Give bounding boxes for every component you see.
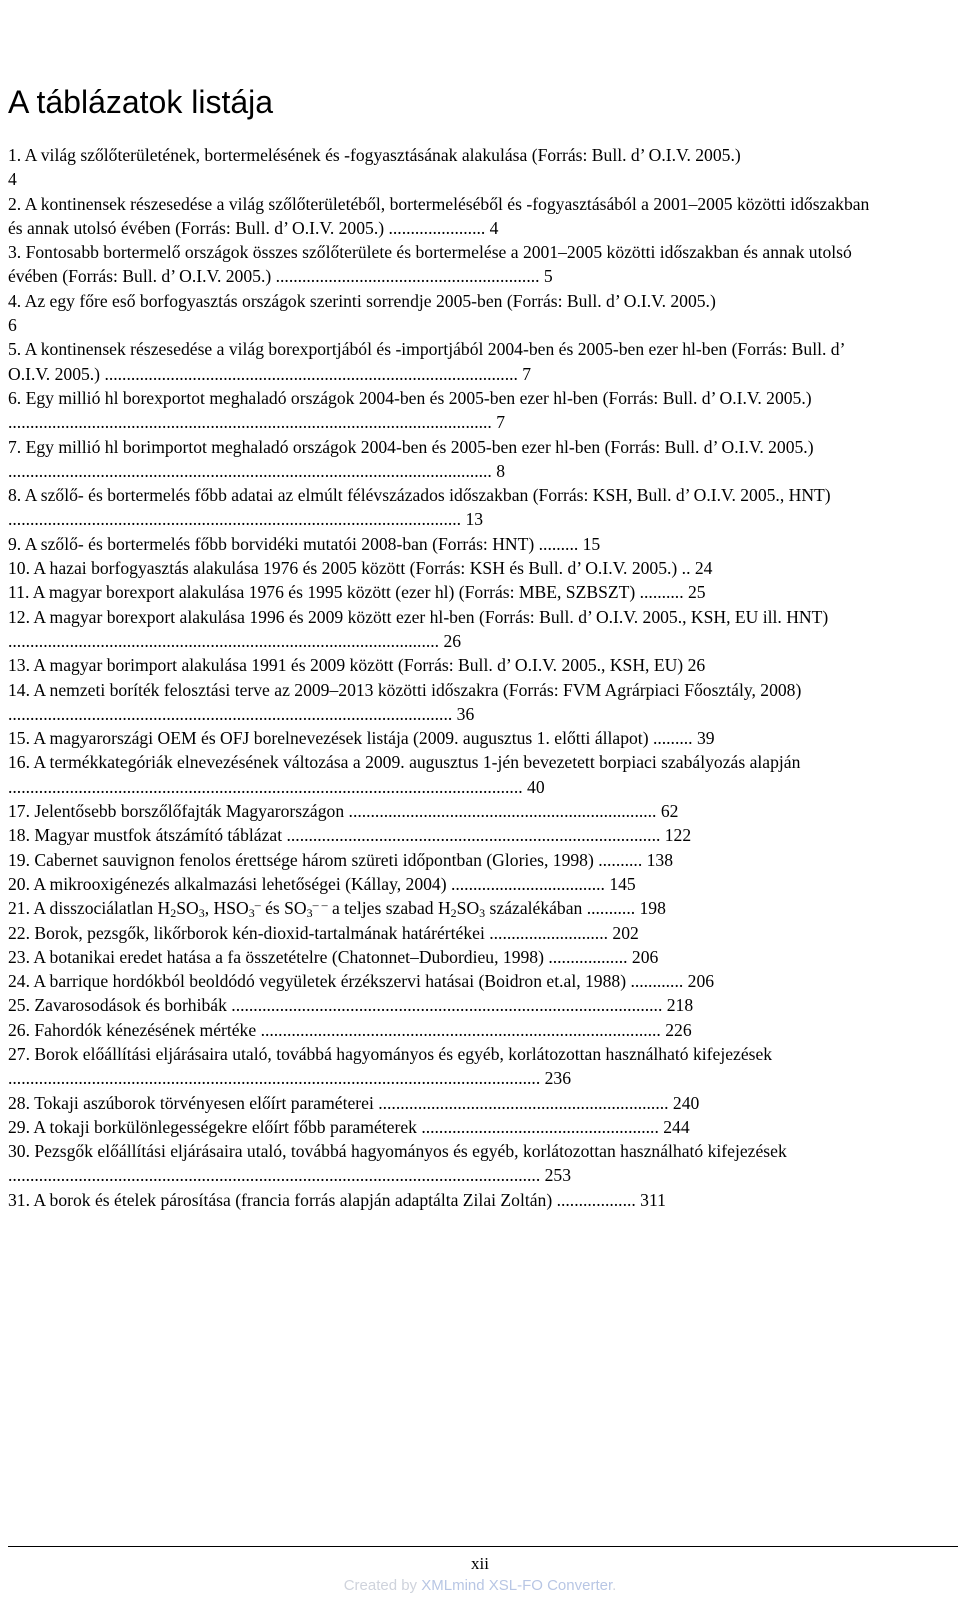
toc-entry-title: 20. A mikrooxigénezés alkalmazási lehetőségei (Kállay, 2004) xyxy=(8,873,447,894)
toc-entry-leader: ............ xyxy=(626,971,684,992)
toc-entry-page: 206 xyxy=(683,971,715,992)
toc-entry-2[interactable] xyxy=(8,192,878,241)
toc-entry-leader: ........... xyxy=(582,898,636,919)
toc-entry-title: 28. Tokaji aszúborok törvényesen előírt paraméterei xyxy=(8,1092,374,1113)
toc-entry-title: 7. Egy millió hl borimportot meghaladó országok 2004-ben és 2005-ben ezer hl-ben (Forrás: Bull. d’ O.I.V. 2005.) xyxy=(8,436,814,457)
subscript: 2 xyxy=(170,906,177,921)
toc-entry-24[interactable] xyxy=(8,969,878,993)
toc-entry-title: 11. A magyar borexport alakulása 1976 és 1995 között (ezer hl) (Forrás: MBE, SZBSZT) xyxy=(8,582,636,603)
toc-entry-30[interactable] xyxy=(8,1139,878,1188)
toc-entry-title: 14. A nemzeti boríték felosztási terve az 2009–2013 közötti időszakra (Forrás: FVM Agrárpiaci Főosztály, 2008) xyxy=(8,679,802,700)
toc-entry-page: 122 xyxy=(660,825,692,846)
superscript: – xyxy=(254,897,261,912)
toc-entry-leader: ...................................................... xyxy=(416,1116,659,1137)
toc-entry-13[interactable] xyxy=(8,653,878,677)
toc-entry-title: 27. Borok előállítási eljárásaira utaló, továbbá hagyományos és egyéb, korlátozottan használható kifejezések xyxy=(8,1043,773,1064)
toc-entry-31[interactable] xyxy=(8,1188,878,1212)
toc-entry-17[interactable] xyxy=(8,799,878,823)
toc-entry-leader: .................. xyxy=(552,1189,636,1210)
superscript: – – xyxy=(312,897,328,912)
toc-entry-16[interactable] xyxy=(8,750,878,799)
toc-entry-leader: ...................................................................... xyxy=(344,801,657,822)
toc-entry-18[interactable] xyxy=(8,823,878,847)
toc-entry-title-part: SO xyxy=(176,898,199,919)
toc-entry-title: 24. A barrique hordókból beoldódó vegyületek érzékszervi hatásai (Boidron et.al, 1988) xyxy=(8,971,627,992)
toc-entry-page: 36 xyxy=(452,703,475,724)
toc-entry-title: 5. A kontinensek részesedése a világ borexportjából és -importjából 2004-ben és 2005-ben ezer hl-ben (Forrás: Bull. d’ O.I.V. 2005.) xyxy=(8,339,845,384)
toc-entry-leader: .. xyxy=(677,558,691,579)
toc-entry-8[interactable] xyxy=(8,483,878,532)
toc-entry-page: 6 xyxy=(8,315,17,336)
toc-entry-25[interactable] xyxy=(8,993,878,1017)
subscript: 2 xyxy=(450,906,457,921)
toc-entry-page: 7 xyxy=(517,363,532,384)
toc-entry-page: 253 xyxy=(540,1165,572,1186)
toc-entry-page: 311 xyxy=(635,1189,666,1210)
toc-entry-page: 24 xyxy=(690,558,713,579)
toc-entry-title: 30. Pezsgők előállítási eljárásaira utaló, továbbá hagyományos és egyéb, korlátozottan használható kifejezések xyxy=(8,1141,787,1162)
toc-entry-leader: ...................... xyxy=(384,217,486,238)
toc-entry-leader: ......................................................................................................................... xyxy=(8,1165,541,1186)
toc-entry-title: 23. A botanikai eredet hatása a fa összetételre (Chatonnet–Dubordieu, 1998) xyxy=(8,946,544,967)
toc-entry-title: 31. A borok és ételek párosítása (francia forrás alapján adaptálta Zilai Zoltán) xyxy=(8,1189,553,1210)
toc-entry-title: 22. Borok, pezsgők, likőrborok kén-dioxid-tartalmának határértékei xyxy=(8,922,485,943)
toc-entry-20[interactable] xyxy=(8,872,878,896)
toc-entry-page: 8 xyxy=(491,460,506,481)
toc-entry-leader: .......... xyxy=(593,849,643,870)
toc-entry-title-part: SO xyxy=(456,898,480,919)
toc-entry-leader: ............................................................ xyxy=(271,266,540,287)
toc-entry-page: 198 xyxy=(635,898,666,919)
toc-entry-title: 19. Cabernet sauvignon fenolos érettsége három szüreti időpontban (Glories, 1998) xyxy=(8,849,594,870)
toc-entry-page: 62 xyxy=(656,801,679,822)
toc-entry-21[interactable] xyxy=(8,896,878,920)
toc-entry-1[interactable] xyxy=(8,143,878,192)
toc-entry-leader: .................................................................. xyxy=(373,1092,669,1113)
toc-entry-19[interactable] xyxy=(8,848,878,872)
toc-entry-title: 9. A szőlő- és bortermelés főbb borvidéki mutatói 2008-ban (Forrás: HNT) xyxy=(8,533,535,554)
toc-entry-leader: .............................................................................................................. xyxy=(8,460,492,481)
toc-entry-title: 4. Az egy főre eső borfogyasztás országok szerinti sorrendje 2005-ben (Forrás: Bull. d’ O.I.V. 2005.) xyxy=(8,290,716,311)
toc-entry-12[interactable] xyxy=(8,605,878,654)
toc-entry-title: 17. Jelentősebb borszőlőfajták Magyarországon xyxy=(8,801,345,822)
toc-entry-28[interactable] xyxy=(8,1091,878,1115)
toc-entry-title-part: a teljes szabad H xyxy=(327,898,451,919)
toc-entry-page: 202 xyxy=(608,922,639,943)
credit-prefix: Created by xyxy=(343,1577,422,1594)
toc-entry-page: 4 xyxy=(485,217,499,238)
toc-entry-leader: ........................................................................................... xyxy=(256,1019,661,1040)
toc-entry-page: 236 xyxy=(540,1068,572,1089)
toc-entry-page: 206 xyxy=(627,946,659,967)
toc-entry-title: 12. A magyar borexport alakulása 1996 és 2009 között ezer hl-ben (Forrás: Bull. d’ O.I.V. 2005., KSH, EU ill. HNT) xyxy=(8,606,829,627)
toc-entry-15[interactable] xyxy=(8,726,878,750)
toc-entry-page: 218 xyxy=(662,995,694,1016)
toc-entry-10[interactable] xyxy=(8,556,878,580)
toc-entry-page: 26 xyxy=(439,630,462,651)
toc-entry-title: 25. Zavarosodások és borhibák xyxy=(8,995,227,1016)
toc-entry-leader: ..................................................................................... xyxy=(282,825,661,846)
toc-entry-page: 244 xyxy=(658,1116,690,1137)
table-of-tables xyxy=(8,143,878,1212)
subscript: 3 xyxy=(248,906,255,921)
toc-entry-title-part: 21. A disszociálatlan H xyxy=(8,898,171,919)
toc-entry-leader: .............................................................................................................. xyxy=(8,412,492,433)
toc-entry-leader: ..................................................................................................... xyxy=(8,703,453,724)
toc-entry-4[interactable] xyxy=(8,289,878,338)
subscript: 3 xyxy=(198,906,205,921)
toc-entry-14[interactable] xyxy=(8,678,878,727)
toc-entry-page: 26 xyxy=(683,655,706,676)
toc-entry-3[interactable] xyxy=(8,240,878,289)
toc-entry-leader: ..................................................................................................................... xyxy=(8,776,523,797)
toc-entry-title-part: , HSO xyxy=(204,898,249,919)
footer-divider xyxy=(8,1546,958,1547)
toc-entry-title: 10. A hazai borfogyasztás alakulása 1976 és 2005 között (Forrás: KSH és Bull. d’ O.I.V. 2005.) xyxy=(8,558,678,579)
toc-entry-leader: ......................................................................................................................... xyxy=(8,1068,541,1089)
toc-entry-23[interactable] xyxy=(8,945,878,969)
page-title: A táblázatok listája xyxy=(8,84,274,120)
toc-entry-title-part: és SO xyxy=(260,898,307,919)
subscript: 3 xyxy=(479,906,486,921)
toc-entry-leader: ....................................................................................................... xyxy=(8,509,462,530)
toc-entry-title: 18. Magyar mustfok átszámító táblázat xyxy=(8,825,283,846)
toc-entry-leader: .................. xyxy=(543,946,628,967)
toc-entry-leader: ........................... xyxy=(484,922,608,943)
toc-entry-page: 13 xyxy=(461,509,484,530)
toc-entry-26[interactable] xyxy=(8,1018,878,1042)
toc-entry-page: 5 xyxy=(539,266,553,287)
toc-entry-title: 16. A termékkategóriák elnevezésének változása a 2009. augusztus 1-jén bevezetett borpiaci szabályozás alapján xyxy=(8,752,801,773)
toc-entry-9[interactable] xyxy=(8,532,878,556)
toc-entry-page: 145 xyxy=(604,873,636,894)
credit-brand-link[interactable]: XMLmind XSL-FO Converter xyxy=(421,1577,613,1594)
toc-entry-page: 40 xyxy=(522,776,545,797)
toc-entry-title: 3. Fontosabb bortermelő országok összes szőlőterülete és bortermelése a 2001–2005 közötti időszakban és annak utolsó évében (Forrás: Bull. d’ O.I.V. 2005.) xyxy=(8,242,852,287)
toc-entry-page: 138 xyxy=(642,849,674,870)
toc-entry-title: 2. A kontinensek részesedése a világ szőlőterületéből, bortermeléséből és -fogyasztásából a 2001–2005 közötti időszakban és annak utolsó évében (Forrás: Bull. d’ O.I.V. 2005.) xyxy=(8,193,870,238)
toc-entry-title: 26. Fahordók kénezésének mértéke xyxy=(8,1019,257,1040)
toc-entry-page: 15 xyxy=(578,533,601,554)
credit-suffix: . xyxy=(612,1577,617,1594)
toc-entry-title: 1. A világ szőlőterületének, bortermelésének és -fogyasztásának alakulása (Forrás: Bull. d’ O.I.V. 2005.) xyxy=(8,145,741,165)
toc-entry-title: 8. A szőlő- és bortermelés főbb adatai az elmúlt félévszázados időszakban (Forrás: KSH, Bull. d’ O.I.V. 2005., HNT) xyxy=(8,485,831,506)
page-number: xii xyxy=(471,1554,489,1573)
toc-entry-page: 226 xyxy=(660,1019,692,1040)
toc-entry-leader: ......... xyxy=(648,728,693,749)
toc-entry-title: 29. A tokaji borkülönlegességekre előírt főbb paraméterek xyxy=(8,1116,417,1137)
toc-entry-22[interactable] xyxy=(8,921,878,945)
toc-entry-11[interactable] xyxy=(8,580,878,604)
toc-entry-title-part: százalékában xyxy=(485,898,583,919)
toc-entry-page: 240 xyxy=(668,1092,700,1113)
toc-entry-leader: ......... xyxy=(534,533,579,554)
toc-entry-page: 39 xyxy=(692,728,715,749)
toc-entry-7[interactable] xyxy=(8,435,878,484)
toc-entry-6[interactable] xyxy=(8,386,878,435)
toc-entry-page: 4 xyxy=(8,169,17,190)
toc-entry-leader: .......... xyxy=(635,582,684,603)
toc-entry-leader: .................................................................................................. xyxy=(8,630,440,651)
toc-entry-page: 25 xyxy=(683,582,706,603)
generator-credit xyxy=(0,1576,960,1596)
toc-entry-29[interactable] xyxy=(8,1115,878,1139)
toc-entry-title: 13. A magyar borimport alakulása 1991 és 2009 között (Forrás: Bull. d’ O.I.V. 2005., KSH, EU) xyxy=(8,655,684,676)
toc-entry-page: 7 xyxy=(491,412,506,433)
toc-entry-leader: .............................................................................................. xyxy=(100,363,518,384)
toc-entry-5[interactable] xyxy=(8,337,878,386)
toc-entry-leader: .................................................................................................. xyxy=(226,995,663,1016)
toc-entry-leader: ................................... xyxy=(446,873,605,894)
toc-entry-title: 15. A magyarországi OEM és OFJ borelnevezések listája (2009. augusztus 1. előtti állapot) xyxy=(8,728,649,749)
toc-entry-27[interactable] xyxy=(8,1042,878,1091)
subscript: 3 xyxy=(306,906,313,921)
toc-entry-title: 6. Egy millió hl borexportot meghaladó országok 2004-ben és 2005-ben ezer hl-ben (Forrás: Bull. d’ O.I.V. 2005.) xyxy=(8,387,812,408)
